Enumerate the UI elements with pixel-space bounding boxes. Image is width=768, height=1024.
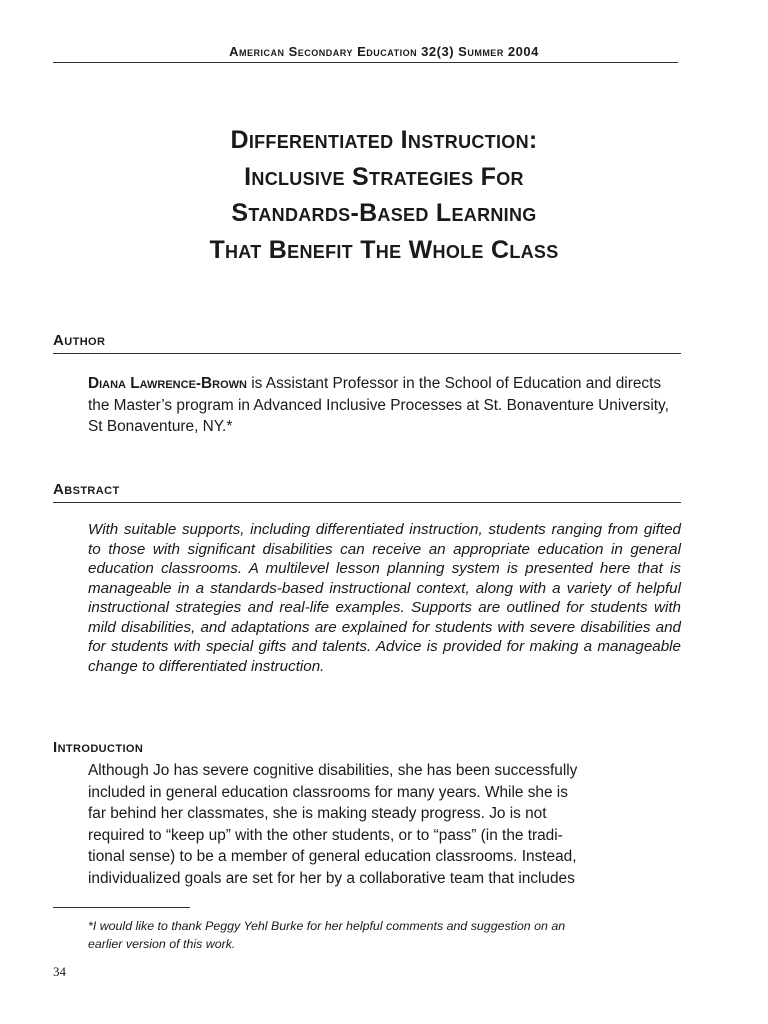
footnote [88, 917, 678, 953]
introduction-text [88, 760, 670, 890]
introduction-heading: Introduction [53, 739, 144, 756]
title-line-3: Standards-Based Learning [231, 199, 537, 227]
abstract-heading: Abstract [53, 481, 120, 498]
abstract-text: With suitable supports, including differentiated instruction, students ranging from gifted to those with significant disabilities can receive an appropriate education in general education classrooms. A multilevel lesson planning system is presented here that is manageable in a standards-based instructional context, along with a variety of helpful instructional strategies and real-life examples. Supports are outlined for students with mild disabilities, and adaptations are explained for students with severe disabilities and for students with special gifts and talents. Advice is provided for making a manageable change to differentiated instruction. [88, 521, 681, 675]
page-number: 34 [53, 964, 66, 979]
intro-line: included in general education classrooms for many years. While she is [88, 783, 568, 801]
intro-line: far behind her classmates, she is making steady progress. Jo is not [88, 805, 547, 823]
title-line-4: That Benefit The Whole Class [209, 235, 559, 264]
intro-line: individualized goals are set for her by a collaborative team that includes [88, 869, 575, 887]
author-paragraph [88, 373, 678, 438]
intro-line: tional sense) to be a member of general education classrooms. Instead, [88, 848, 577, 866]
title-line-2: Inclusive Strategies For [244, 162, 524, 191]
footnote-rule [53, 907, 190, 908]
abstract-rule [53, 502, 681, 503]
intro-line: required to “keep up” with the other students, or to “pass” (in the tradi- [88, 826, 563, 844]
author-name: Diana Lawrence-Brown [88, 375, 247, 392]
author-bio: is Assistant Professor in the School of Education and directs the Master’s program in Advanced Inclusive Processes at St. Bonaventure University, St Bonaventure, NY.* [88, 375, 669, 435]
author-rule [53, 353, 681, 354]
running-head: American Secondary Education 32(3) Summer 2004 [229, 44, 539, 59]
author-heading: Author [53, 332, 106, 349]
intro-line: Although Jo has severe cognitive disabilities, she has been successfully [88, 762, 578, 779]
title-line-1: Differentiated Instruction: [230, 126, 538, 154]
footnote-line: *I would like to thank Peggy Yehl Burke for her helpful comments and suggestion on an [88, 919, 566, 933]
article-title [0, 122, 768, 268]
header-rule [53, 62, 678, 63]
footnote-line: earlier version of this work. [88, 937, 236, 951]
